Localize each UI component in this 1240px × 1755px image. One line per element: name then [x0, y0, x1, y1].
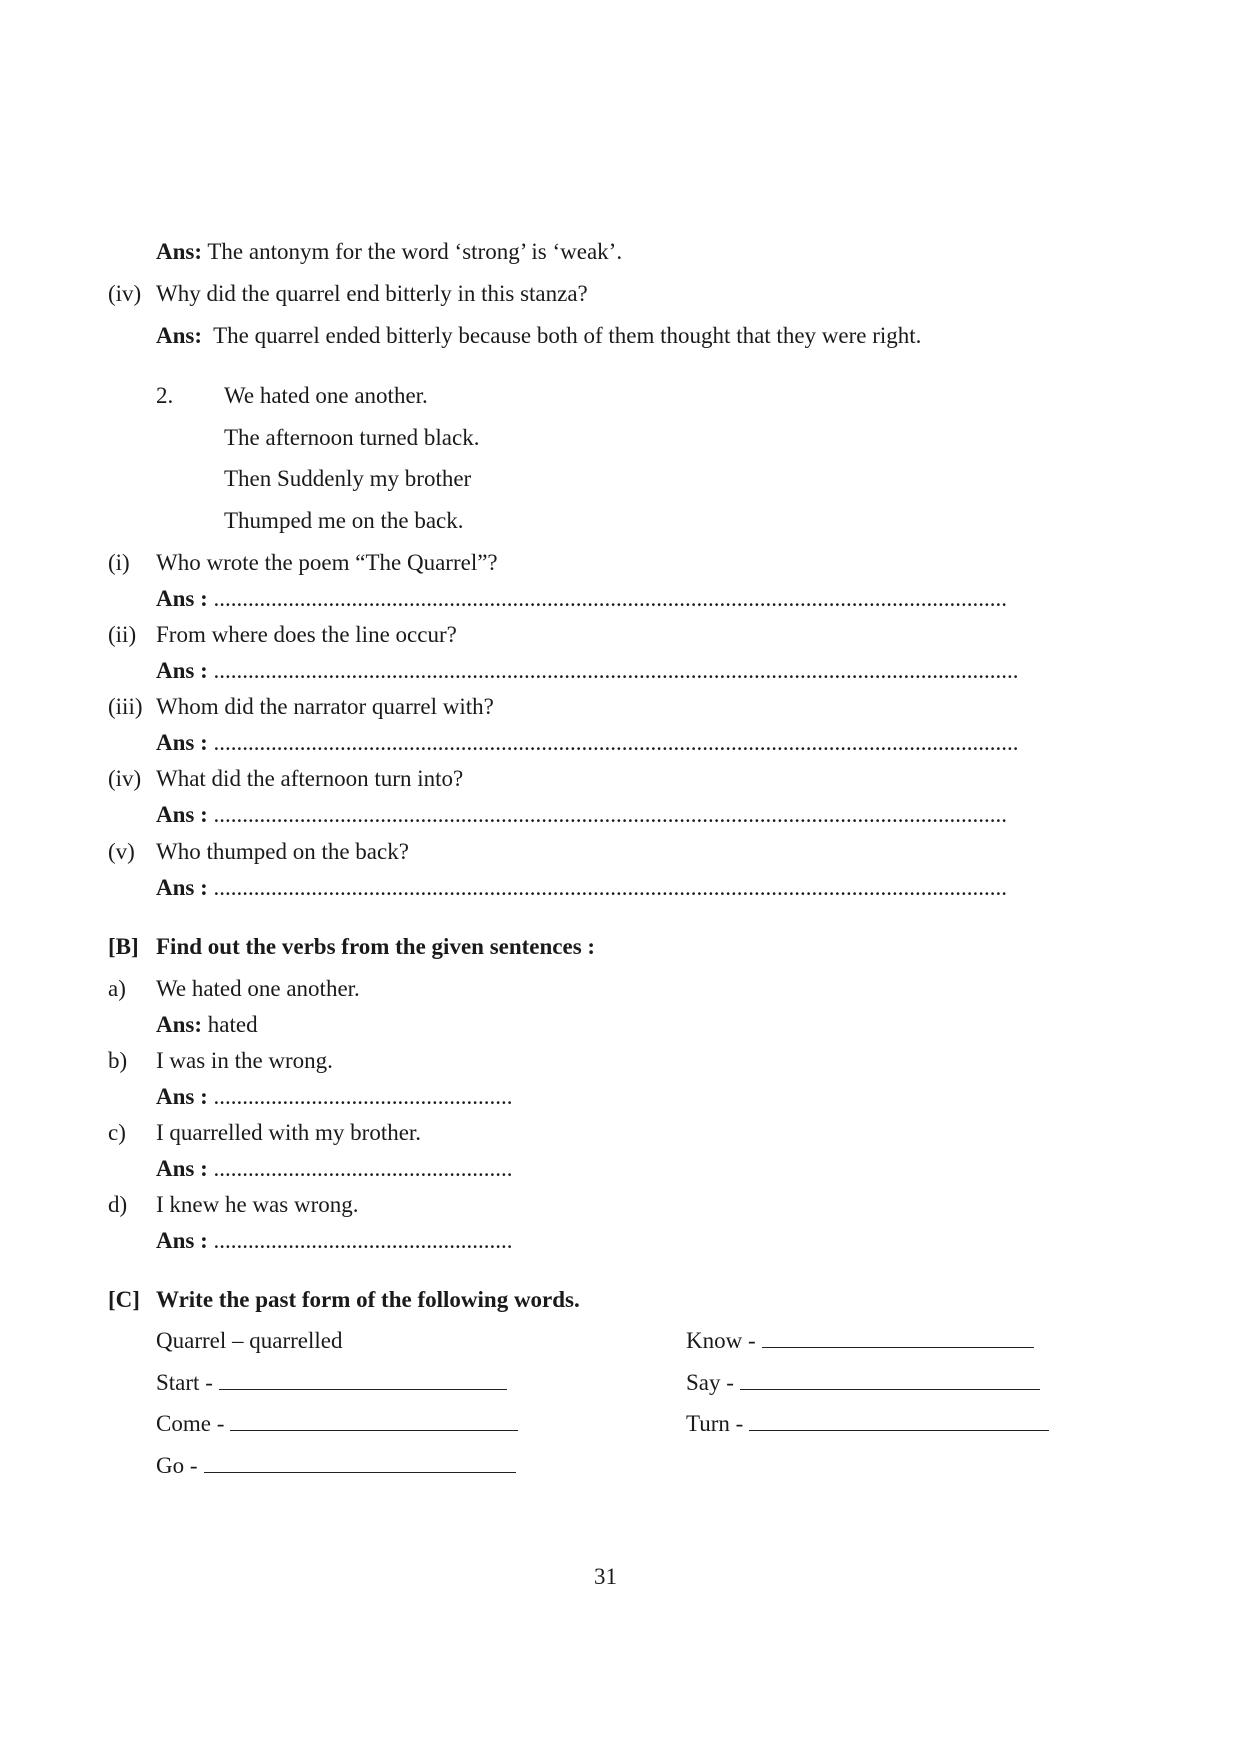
- question-text: Why did the quarrel end bitterly in this stanza?: [156, 281, 588, 306]
- answer-line: [156, 585, 1007, 613]
- word-blank: [156, 1369, 507, 1397]
- answer-dots: ..........................................................................................................................................: [213, 586, 1008, 611]
- answer-text: hated: [207, 1012, 258, 1037]
- ans-prefix: Ans:: [156, 323, 203, 348]
- blank-line[interactable]: [749, 1410, 1049, 1431]
- question-text: Whom did the narrator quarrel with?: [156, 694, 494, 719]
- word-label: Turn -: [686, 1411, 744, 1436]
- ans-label: Ans :: [156, 658, 208, 683]
- word-blank: [686, 1327, 1034, 1355]
- ans-label: Ans :: [156, 802, 208, 827]
- answer-dots: ....................................................: [213, 1156, 513, 1181]
- answer-line: [156, 1155, 513, 1183]
- blank-line[interactable]: [740, 1369, 1040, 1390]
- item-label: d): [108, 1192, 128, 1217]
- blank-line[interactable]: [219, 1369, 507, 1390]
- answer-text: The antonym for the word ‘strong’ is ‘weak’.: [207, 239, 623, 264]
- blank-line[interactable]: [204, 1452, 516, 1473]
- question-text: What did the afternoon turn into?: [156, 766, 464, 791]
- answer-dots: ....................................................: [213, 1228, 513, 1253]
- question-text: Who wrote the poem “The Quarrel”?: [156, 550, 498, 575]
- question-label: (iv): [108, 766, 142, 791]
- item-label: a): [108, 976, 126, 1001]
- question-label: (iii): [108, 694, 143, 719]
- answer-dots: ..........................................................................................................................................: [213, 802, 1008, 827]
- question-text: From where does the line occur?: [156, 622, 457, 647]
- answer-line: [156, 874, 1007, 902]
- item-label: c): [108, 1120, 126, 1145]
- answer-dots: ..........................................................................................................................................: [213, 875, 1008, 900]
- item-text: I quarrelled with my brother.: [156, 1120, 422, 1145]
- answer-line: [156, 1227, 513, 1255]
- answer-text: The quarrel ended bitterly because both of them thought that they were right.: [213, 323, 922, 348]
- answer-line: [156, 657, 1019, 685]
- question-label: (i): [108, 550, 130, 575]
- item-text: I knew he was wrong.: [156, 1192, 359, 1217]
- item-label: b): [108, 1048, 128, 1073]
- example-pair: Quarrel – quarrelled: [156, 1328, 343, 1353]
- section-c-title: Write the past form of the following words.: [156, 1287, 580, 1312]
- ans-label: Ans:: [156, 1012, 203, 1037]
- blank-line[interactable]: [762, 1327, 1034, 1348]
- stanza-line: Thumped me on the back.: [224, 508, 464, 533]
- ans-label: Ans :: [156, 586, 208, 611]
- stanza-line: We hated one another.: [224, 383, 428, 408]
- section-b-label: [B]: [108, 934, 139, 959]
- answer-line: [156, 1011, 258, 1039]
- answer-iv: [156, 322, 921, 350]
- answer-dots: ....................................................: [213, 1084, 513, 1109]
- question-label: (ii): [108, 622, 137, 647]
- word-label: Say -: [686, 1370, 734, 1395]
- word-blank: [156, 1410, 518, 1438]
- question-label: (v): [108, 839, 135, 864]
- ans-label: Ans :: [156, 1156, 208, 1181]
- answer-dots: ............................................................................................................................................: [213, 658, 1019, 683]
- stanza-line: Then Suddenly my brother: [224, 466, 472, 491]
- stanza-number: 2.: [156, 383, 174, 408]
- question-text: Who thumped on the back?: [156, 839, 409, 864]
- blank-line[interactable]: [230, 1410, 518, 1431]
- ans-prefix: Ans:: [156, 239, 203, 264]
- item-text: We hated one another.: [156, 976, 360, 1001]
- ans-label: Ans :: [156, 730, 208, 755]
- word-label: Go -: [156, 1453, 198, 1478]
- page-number: 31: [594, 1564, 617, 1589]
- section-c-label: [C]: [108, 1287, 140, 1312]
- answer-line: [156, 1083, 513, 1111]
- word-blank: [686, 1410, 1049, 1438]
- ans-label: Ans :: [156, 1228, 208, 1253]
- word-blank: [156, 1452, 516, 1480]
- ans-label: Ans :: [156, 875, 208, 900]
- answer-iii: [156, 238, 622, 266]
- word-label: Know -: [686, 1328, 756, 1353]
- word-label: Start -: [156, 1370, 213, 1395]
- question-label: (iv): [108, 281, 142, 306]
- answer-line: [156, 729, 1019, 757]
- answer-line: [156, 801, 1007, 829]
- stanza-line: The afternoon turned black.: [224, 425, 480, 450]
- word-blank: [686, 1369, 1040, 1397]
- item-text: I was in the wrong.: [156, 1048, 333, 1073]
- ans-label: Ans :: [156, 1084, 208, 1109]
- word-label: Come -: [156, 1411, 225, 1436]
- section-b-title: Find out the verbs from the given sentences :: [156, 934, 596, 959]
- answer-dots: ............................................................................................................................................: [213, 730, 1019, 755]
